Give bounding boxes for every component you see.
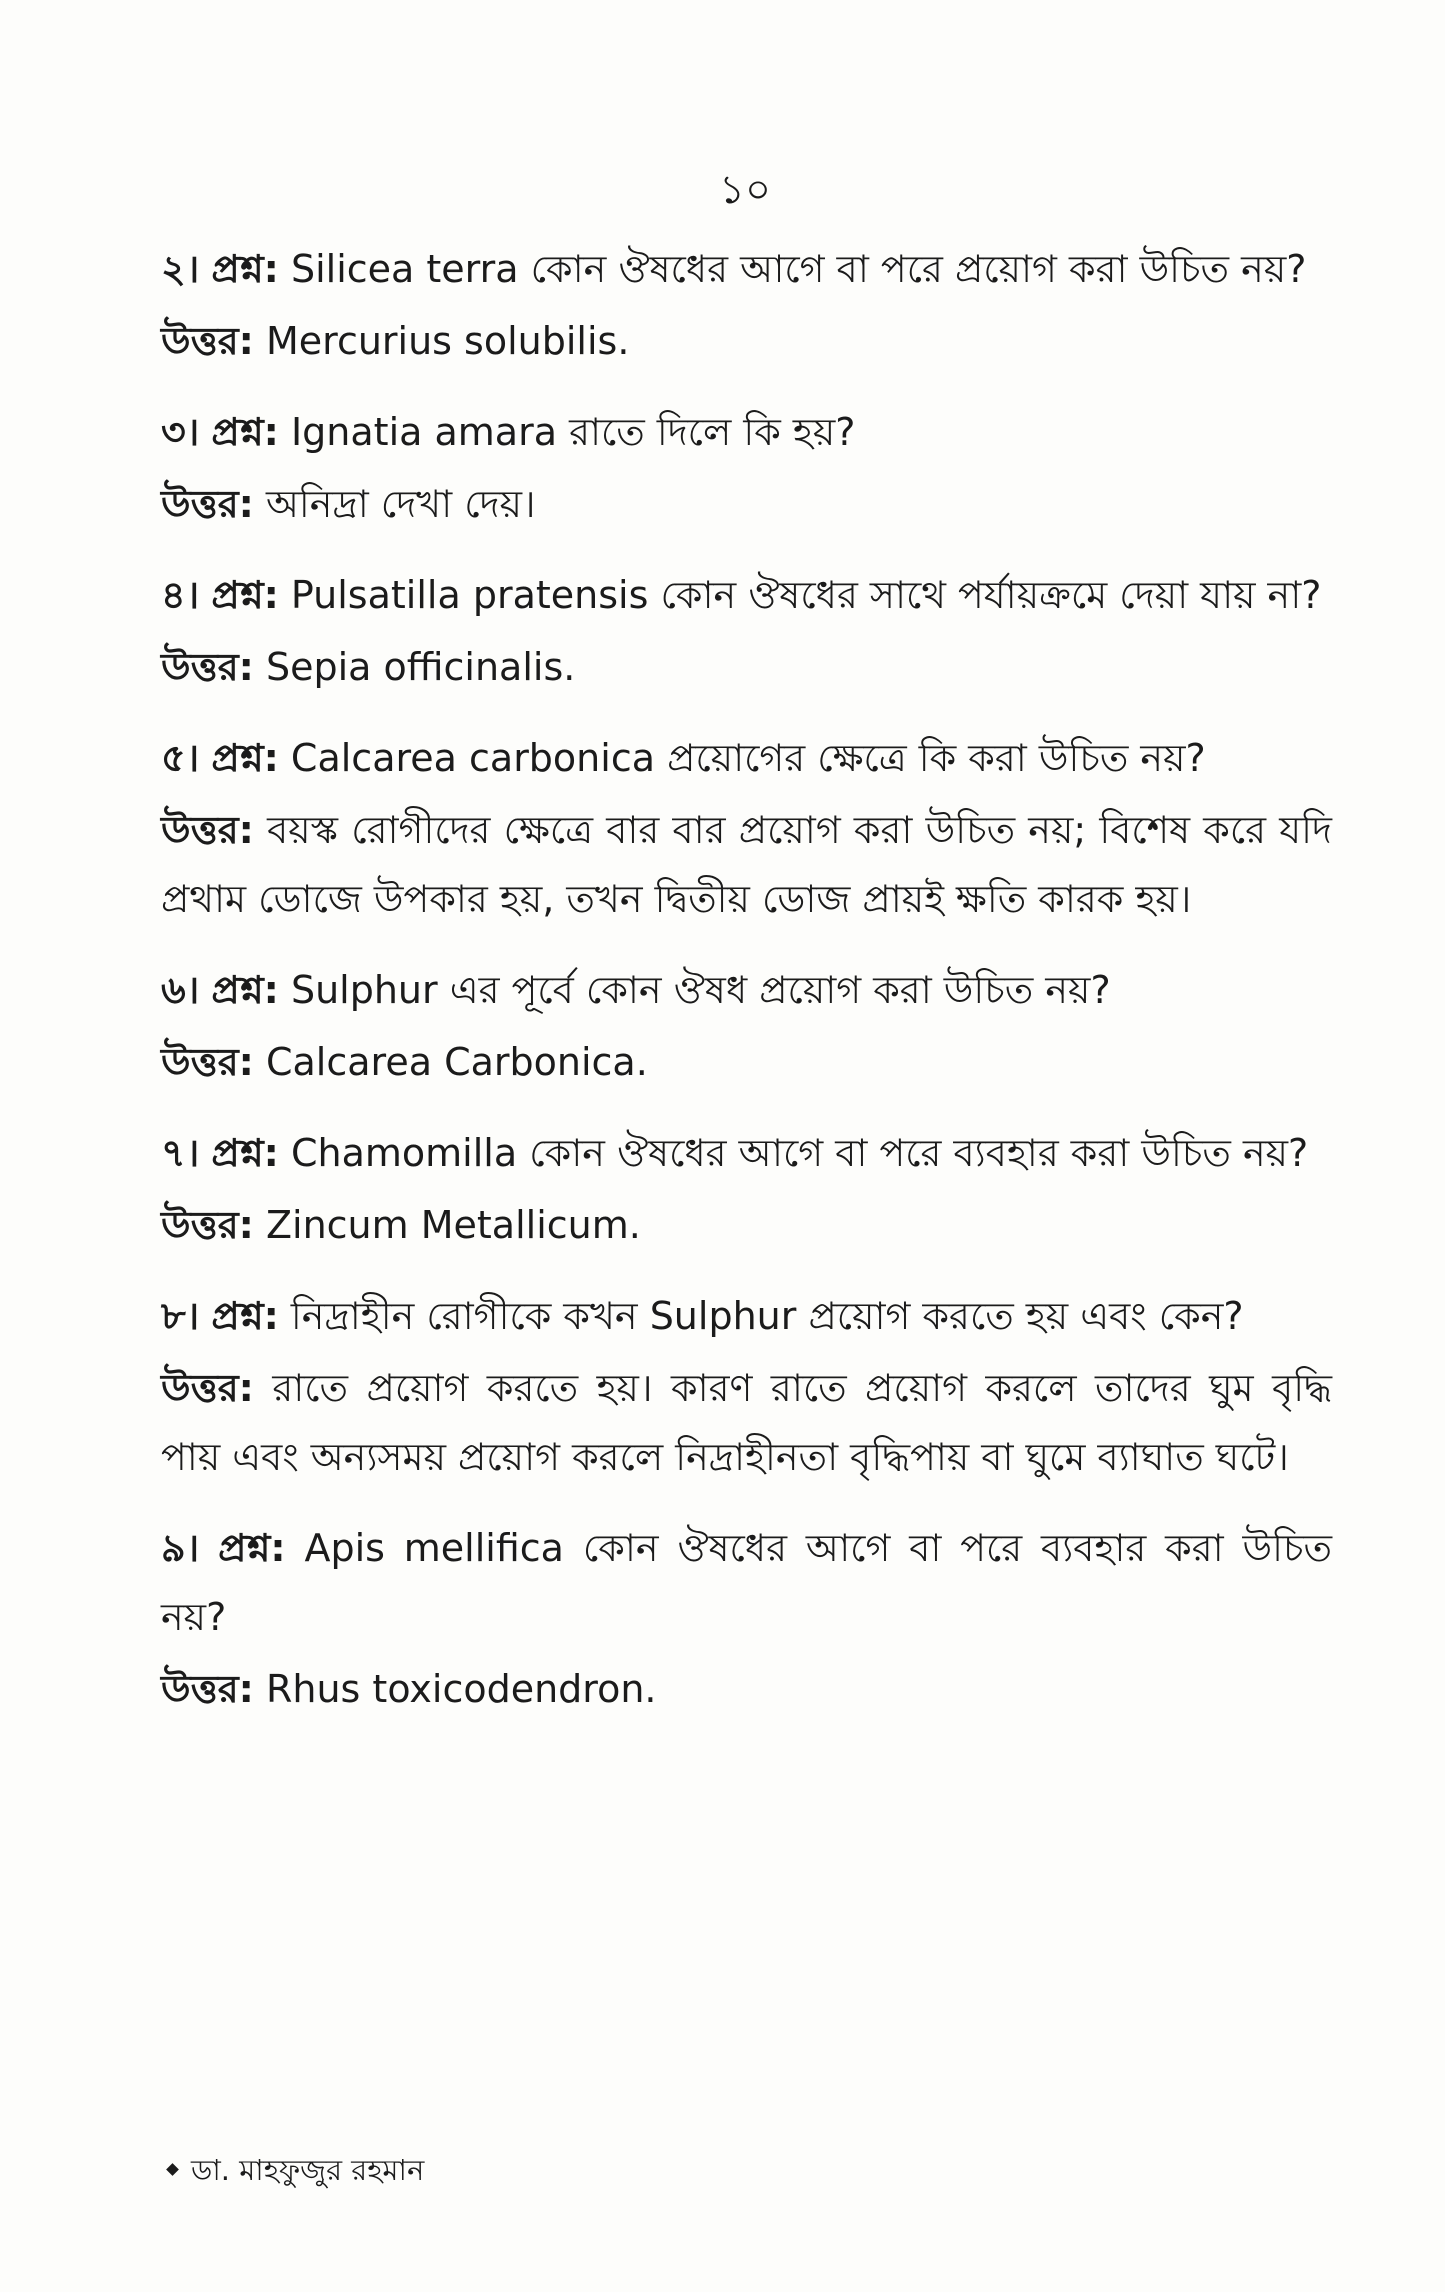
question-text: Silicea terra কোন ঔষধের আগে বা পরে প্রয়োগ করা উচিত নয়? <box>290 247 1307 291</box>
answer-text: Sepia officinalis. <box>265 645 576 689</box>
author-name: ডা. মাহফুজুর রহমান <box>191 2153 425 2187</box>
answer-label: উত্তর: <box>161 1040 254 1084</box>
answer-text: Rhus toxicodendron. <box>265 1667 657 1711</box>
question-number: ৬। <box>161 968 200 1012</box>
answer-label: উত্তর: <box>161 1366 254 1410</box>
answer <box>161 1191 1332 1260</box>
question-number: ৪। <box>161 573 200 617</box>
question-label: প্রশ্ন: <box>211 573 279 617</box>
answer-label: উত্তর: <box>161 1203 254 1247</box>
question-number: ৭। <box>161 1131 200 1175</box>
answer-label: উত্তর: <box>161 319 254 363</box>
answer-text: Mercurius solubilis. <box>265 319 630 363</box>
qa-item <box>161 398 1332 539</box>
question-number: ৯। <box>161 1526 200 1570</box>
question-number: ৫। <box>161 736 200 780</box>
page-number: ১০ <box>719 167 771 213</box>
qa-item <box>161 235 1332 376</box>
answer-text: অনিদ্রা দেখা দেয়। <box>265 482 536 526</box>
question-text: Apis mellifica কোন ঔষধের আগে বা পরে ব্যবহার করা উচিত নয়? <box>161 1526 1332 1639</box>
answer <box>161 1354 1332 1492</box>
question-text: Pulsatilla pratensis কোন ঔষধের সাথে পর্যায়ক্রমে দেয়া যায় না? <box>290 573 1322 617</box>
answer <box>161 1655 1332 1724</box>
question-label: প্রশ্ন: <box>218 1526 286 1570</box>
answer-text: বয়স্ক রোগীদের ক্ষেত্রে বার বার প্রয়োগ করা উচিত নয়; বিশেষ করে যদি প্রথাম ডোজে উপকার হয়, তখন দ্বিতীয় ডোজ প্রায়ই ক্ষতি কারক হয়। <box>161 808 1332 921</box>
question <box>161 956 1332 1025</box>
answer <box>161 633 1332 702</box>
question <box>161 561 1332 630</box>
question-number: ৮। <box>161 1294 200 1338</box>
qa-list <box>161 235 1332 1724</box>
answer-text: Zincum Metallicum. <box>265 1203 641 1247</box>
answer <box>161 796 1332 934</box>
answer-text: Calcarea Carbonica. <box>265 1040 648 1084</box>
question-text: Sulphur এর পূর্বে কোন ঔষধ প্রয়োগ করা উচিত নয়? <box>290 968 1111 1012</box>
question-label: প্রশ্ন: <box>211 736 279 780</box>
question-label: প্রশ্ন: <box>211 1294 279 1338</box>
qa-item <box>161 561 1332 702</box>
answer-label: উত্তর: <box>161 482 254 526</box>
question-label: প্রশ্ন: <box>211 1131 279 1175</box>
question-label: প্রশ্ন: <box>211 968 279 1012</box>
answer <box>161 1028 1332 1097</box>
question <box>161 1514 1332 1652</box>
question-number: ৩। <box>161 410 200 454</box>
qa-item <box>161 1119 1332 1260</box>
question-text: Chamomilla কোন ঔষধের আগে বা পরে ব্যবহার করা উচিত নয়? <box>290 1131 1309 1175</box>
question <box>161 235 1332 304</box>
author-footer <box>168 2150 424 2190</box>
qa-item <box>161 1282 1332 1492</box>
answer-text: রাতে প্রয়োগ করতে হয়। কারণ রাতে প্রয়োগ করলে তাদের ঘুম বৃদ্ধি পায় এবং অন্যসময় প্রয়োগ করলে নিদ্রাহীনতা বৃদ্ধিপায় বা ঘুমে ব্যাঘাত ঘটে। <box>161 1366 1332 1479</box>
qa-item <box>161 1514 1332 1724</box>
question-text: নিদ্রাহীন রোগীকে কখন Sulphur প্রয়োগ করতে হয় এবং কেন? <box>290 1294 1244 1338</box>
answer-label: উত্তর: <box>161 1667 254 1711</box>
qa-item <box>161 724 1332 934</box>
question <box>161 398 1332 467</box>
answer <box>161 307 1332 376</box>
qa-item <box>161 956 1332 1097</box>
question-number: ২। <box>161 247 200 291</box>
question <box>161 724 1332 793</box>
answer <box>161 470 1332 539</box>
question-label: প্রশ্ন: <box>211 410 279 454</box>
question-text: Ignatia amara রাতে দিলে কি হয়? <box>290 410 856 454</box>
answer-label: উত্তর: <box>161 808 254 852</box>
question <box>161 1282 1332 1351</box>
diamond-bullet-icon <box>166 2163 179 2176</box>
question <box>161 1119 1332 1188</box>
question-label: প্রশ্ন: <box>211 247 279 291</box>
answer-label: উত্তর: <box>161 645 254 689</box>
question-text: Calcarea carbonica প্রয়োগের ক্ষেত্রে কি করা উচিত নয়? <box>290 736 1206 780</box>
